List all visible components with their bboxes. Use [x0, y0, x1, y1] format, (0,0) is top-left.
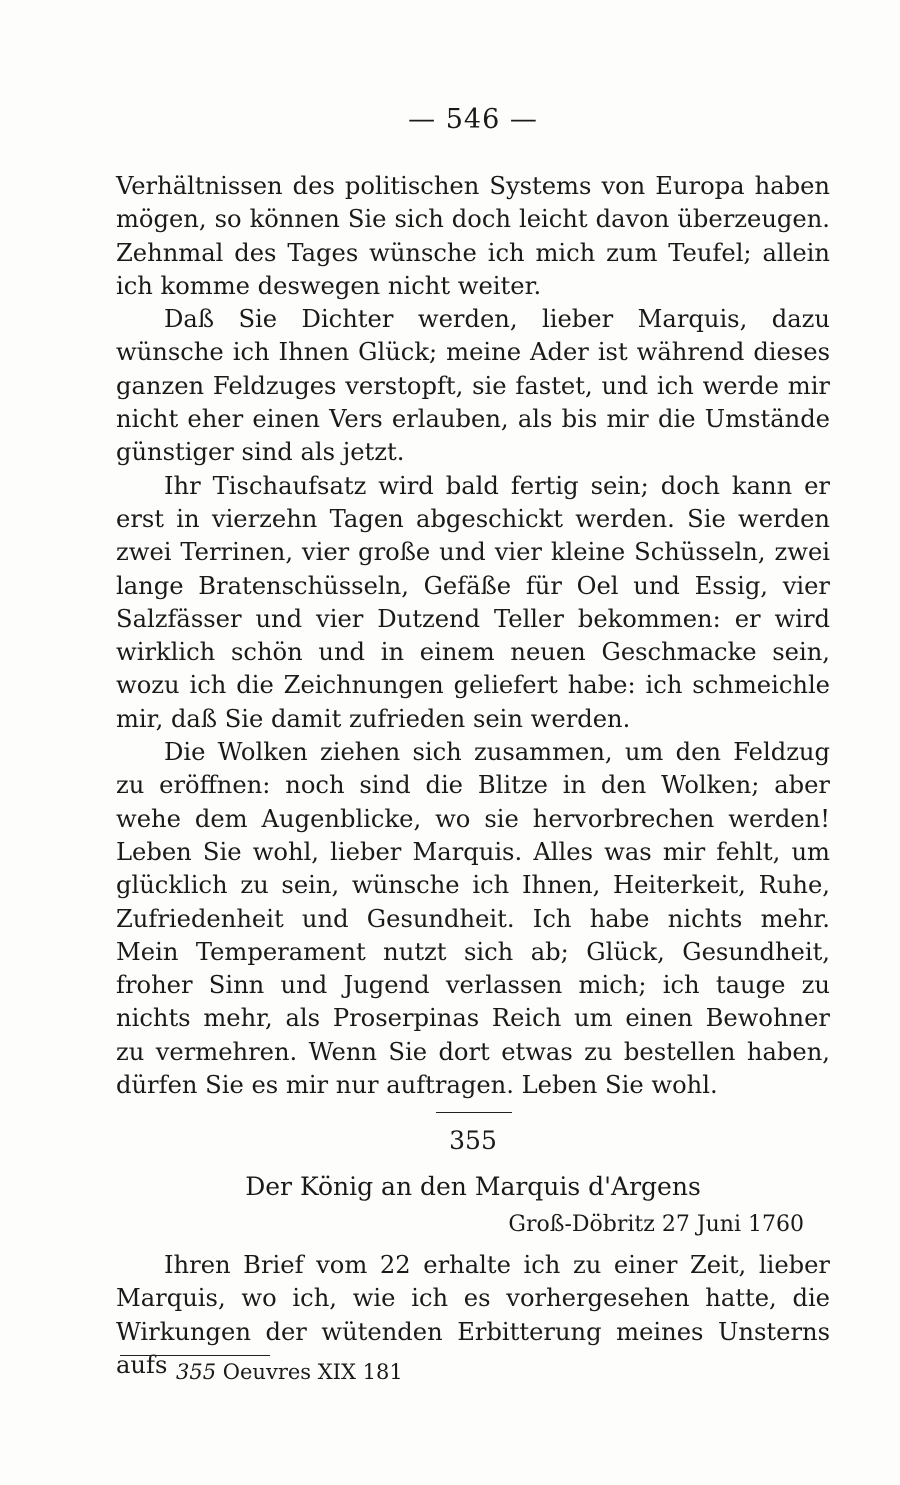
paragraph: Daß Sie Dichter werden, lieber Marquis, dazu wünsche ich Ihnen Glück; meine Ader ist während dieses ganzen Feldzuges verstopft, sie fastet, und ich werde mir nicht eher einen Vers erlauben, als bis mir die Umstände günstiger sind als jetzt.: [116, 305, 830, 467]
footnote-text: Oeuvres XIX 181: [222, 1360, 403, 1384]
section-divider: [436, 1112, 512, 1113]
footnote-number: 355: [176, 1360, 217, 1384]
paragraph: Verhältnissen des politischen Systems von Europa haben mögen, so können Sie sich doch leicht davon überzeugen. Zehnmal des Tages wünsche ich mich zum Teufel; allein ich komme deswegen nicht weiter.: [116, 172, 830, 300]
paragraph: Die Wolken ziehen sich zusammen, um den Feldzug zu eröffnen: noch sind die Blitze in den Wolken; aber wehe dem Augenblicke, wo sie hervorbrechen werden! Leben Sie wohl, lieber Marquis. Alles was mir fehlt, um glücklich zu sein, wünsche ich Ihnen, Heiterkeit, Ruhe, Zufriedenheit und Gesundheit. Ich habe nichts mehr. Mein Temperament nutzt sich ab; Glück, Gesundheit, froher Sinn und Jugend verlassen mich; ich tauge zu nichts mehr, als Proserpinas Reich um einen Bewohner zu vermehren. Wenn Sie dort etwas zu bestellen haben, dürfen Sie es mir nur auftragen. Leben Sie wohl.: [116, 738, 830, 1100]
letter-heading: Der König an den Marquis d'Argens: [245, 1172, 701, 1201]
letter-dateline: Groß-Döbritz 27 Juni 1760: [508, 1212, 804, 1237]
footnote-rule: [120, 1355, 270, 1356]
book-page: [116, 0, 830, 1485]
footnote: [176, 1360, 403, 1384]
paragraph: Ihr Tischaufsatz wird bald fertig sein; doch kann er erst in vierzehn Tagen abgeschickt werden. Sie werden zwei Terrinen, vier große und vier kleine Schüsseln, zwei lange Bratenschüsseln, Gefäße für Oel und Essig, vier Salzfässer und vier Dutzend Teller bekommen: er wird wirklich schön und in einem neuen Geschmacke sein, wozu ich die Zeichnungen geliefert habe: ich schmeichle mir, daß Sie damit zufrieden sein werden.: [116, 471, 830, 733]
body-text: [116, 170, 830, 1102]
page-number: — 546 —: [408, 104, 538, 135]
letter-body: Ihren Brief vom 22 erhalte ich zu einer Zeit, lieber Marquis, wo ich, wie ich es vorhergesehen hatte, die Wirkungen der wütenden Erbitterung meines Unsterns aufs: [116, 1251, 830, 1379]
letter-number: 355: [449, 1126, 497, 1155]
